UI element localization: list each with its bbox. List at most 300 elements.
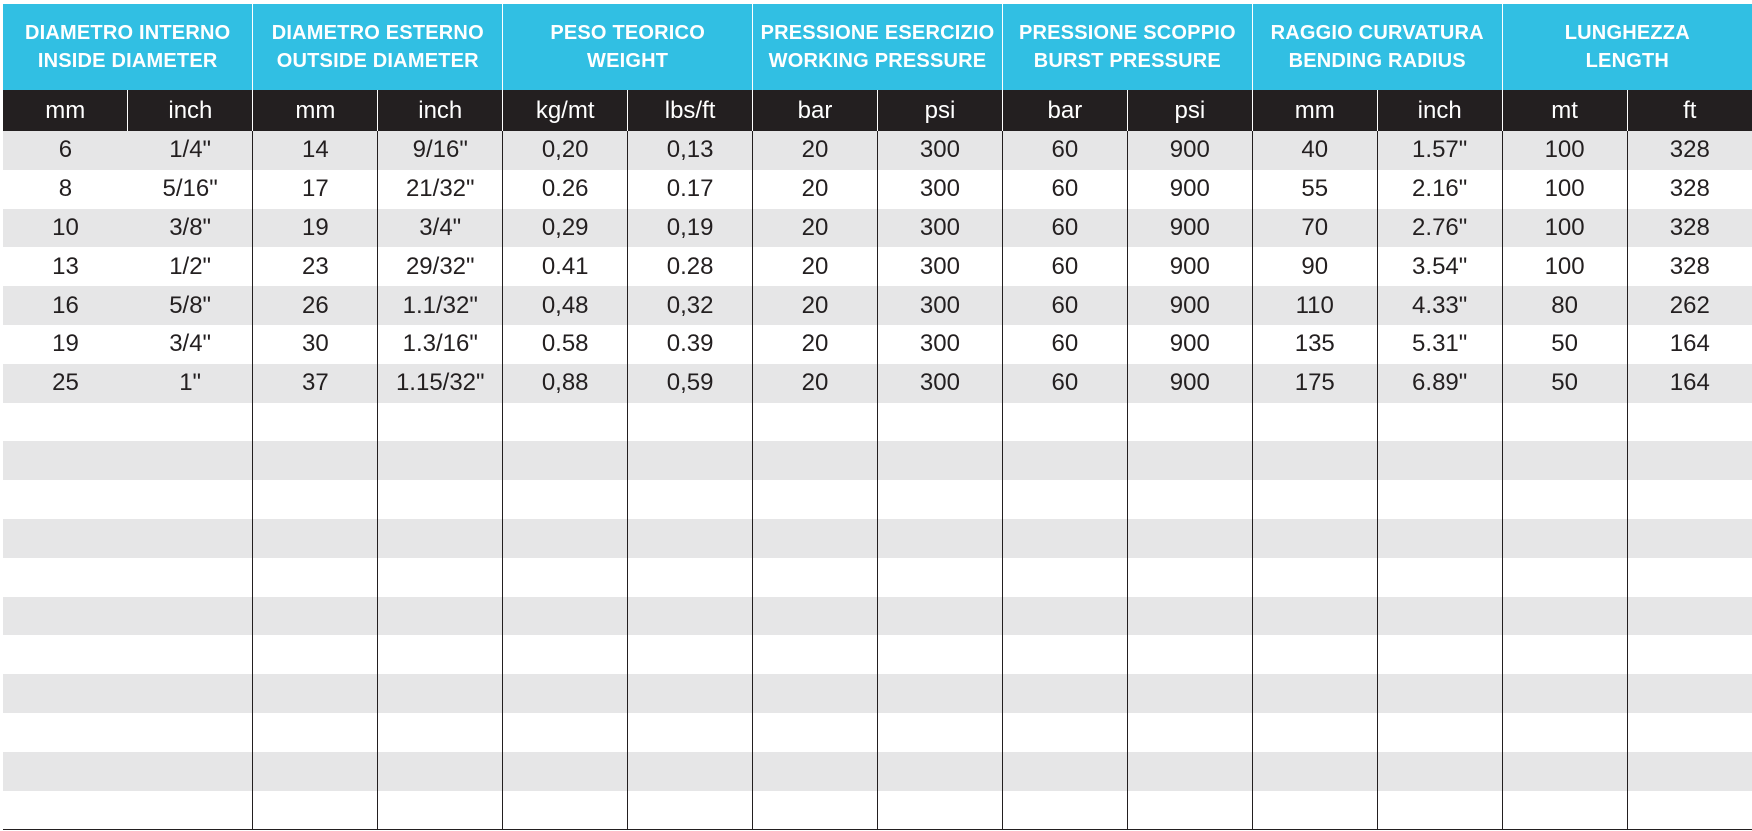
table-cell: 17 <box>253 170 378 209</box>
table-cell: 80 <box>1502 286 1627 325</box>
table-cell <box>1127 441 1252 480</box>
table-cell <box>3 519 128 558</box>
table-cell: 50 <box>1502 364 1627 403</box>
table-cell <box>1502 791 1627 830</box>
table-cell <box>1627 441 1752 480</box>
table-cell <box>1252 403 1377 442</box>
group-header-title-en: OUTSIDE DIAMETER <box>276 50 479 72</box>
table-cell <box>753 635 878 674</box>
table-cell <box>1377 558 1502 597</box>
table-cell <box>1127 558 1252 597</box>
group-header-title-en: WEIGHT <box>587 50 669 72</box>
table-cell <box>753 713 878 752</box>
table-cell: 0.58 <box>503 325 628 364</box>
table-cell: 20 <box>753 170 878 209</box>
table-cell: 60 <box>1002 364 1127 403</box>
table-cell <box>128 597 253 636</box>
table-cell <box>1627 791 1752 830</box>
table-cell: 0.41 <box>503 247 628 286</box>
table-cell: 23 <box>253 247 378 286</box>
group-header-title-it: PRESSIONE ESERCIZIO <box>760 22 995 44</box>
group-header-title-en: BENDING RADIUS <box>1288 50 1466 72</box>
group-header-title-it: DIAMETRO INTERNO <box>24 22 231 44</box>
table-cell <box>1502 558 1627 597</box>
table-cell <box>877 403 1002 442</box>
table-cell <box>1502 752 1627 791</box>
table-row <box>3 325 1752 364</box>
table-cell: 40 <box>1252 131 1377 170</box>
table-cell <box>3 674 128 713</box>
group-header-bending-radius <box>1252 4 1502 90</box>
table-cell <box>3 403 128 442</box>
table-cell <box>503 635 628 674</box>
table-cell <box>128 519 253 558</box>
table-cell <box>877 480 1002 519</box>
table-cell <box>1252 597 1377 636</box>
table-cell <box>3 635 128 674</box>
table-cell <box>253 791 378 830</box>
table-cell <box>1377 752 1502 791</box>
table-cell: 16 <box>3 286 128 325</box>
unit-header-cell: bar <box>753 90 878 131</box>
table-cell <box>753 674 878 713</box>
table-cell: 60 <box>1002 209 1127 248</box>
table-cell: 3/8" <box>128 209 253 248</box>
unit-header-cell: psi <box>877 90 1002 131</box>
table-cell <box>1377 635 1502 674</box>
table-cell: 55 <box>1252 170 1377 209</box>
table-cell: 300 <box>877 364 1002 403</box>
table-cell <box>1627 752 1752 791</box>
group-header-title-en: LENGTH <box>1585 50 1670 72</box>
table-cell <box>1002 597 1127 636</box>
table-cell <box>3 752 128 791</box>
table-cell: 0.28 <box>628 247 753 286</box>
unit-header-cell: lbs/ft <box>628 90 753 131</box>
table-cell <box>1377 713 1502 752</box>
group-header-outside-diameter <box>253 4 503 90</box>
table-cell <box>753 403 878 442</box>
unit-header-cell: inch <box>378 90 503 131</box>
table-cell: 4.33" <box>1377 286 1502 325</box>
table-cell <box>1252 674 1377 713</box>
table-cell <box>1627 635 1752 674</box>
table-cell <box>628 519 753 558</box>
table-cell <box>253 597 378 636</box>
table-cell <box>378 674 503 713</box>
table-cell: 300 <box>877 209 1002 248</box>
table-cell <box>503 480 628 519</box>
table-cell: 900 <box>1127 209 1252 248</box>
unit-header-cell: psi <box>1127 90 1252 131</box>
group-header-title-en: INSIDE DIAMETER <box>37 50 218 72</box>
table-cell <box>877 713 1002 752</box>
table-cell <box>3 597 128 636</box>
table-cell <box>3 558 128 597</box>
unit-header-cell: ft <box>1627 90 1752 131</box>
table-cell <box>1627 597 1752 636</box>
table-cell: 0,32 <box>628 286 753 325</box>
table-cell <box>1627 713 1752 752</box>
table-cell <box>1002 713 1127 752</box>
unit-header-cell: kg/mt <box>503 90 628 131</box>
unit-header-cell: bar <box>1002 90 1127 131</box>
table-cell: 0,59 <box>628 364 753 403</box>
table-cell: 0.26 <box>503 170 628 209</box>
table-cell: 2.16" <box>1377 170 1502 209</box>
group-header-row <box>3 4 1752 90</box>
table-cell <box>503 752 628 791</box>
table-cell <box>378 558 503 597</box>
table-cell <box>877 519 1002 558</box>
table-cell: 328 <box>1627 209 1752 248</box>
table-cell: 60 <box>1002 286 1127 325</box>
table-cell <box>1252 791 1377 830</box>
table-cell <box>1127 713 1252 752</box>
table-cell <box>503 403 628 442</box>
table-cell <box>1002 635 1127 674</box>
table-row <box>3 170 1752 209</box>
table-cell <box>1002 558 1127 597</box>
table-cell <box>1252 441 1377 480</box>
table-cell <box>1127 403 1252 442</box>
unit-header-cell: inch <box>128 90 253 131</box>
table-cell <box>503 441 628 480</box>
table-cell <box>877 674 1002 713</box>
table-cell <box>628 635 753 674</box>
table-cell <box>253 558 378 597</box>
table-cell: 0,48 <box>503 286 628 325</box>
table-cell <box>503 597 628 636</box>
table-cell <box>1127 597 1252 636</box>
table-cell <box>628 403 753 442</box>
table-cell: 100 <box>1502 131 1627 170</box>
table-cell: 60 <box>1002 131 1127 170</box>
group-header-length <box>1502 4 1752 90</box>
table-cell: 20 <box>753 209 878 248</box>
table-cell <box>1252 752 1377 791</box>
table-cell: 30 <box>253 325 378 364</box>
table-cell: 135 <box>1252 325 1377 364</box>
group-header-working-pressure <box>753 4 1003 90</box>
table-cell: 10 <box>3 209 128 248</box>
table-cell: 20 <box>753 286 878 325</box>
group-header-weight <box>503 4 753 90</box>
table-cell <box>1627 674 1752 713</box>
table-cell: 5/8" <box>128 286 253 325</box>
table-row <box>3 441 1752 480</box>
table-cell: 900 <box>1127 286 1252 325</box>
table-cell: 164 <box>1627 325 1752 364</box>
table-cell <box>628 480 753 519</box>
unit-header-row <box>3 90 1752 131</box>
table-cell <box>1252 519 1377 558</box>
table-cell: 1.15/32" <box>378 364 503 403</box>
table-row <box>3 131 1752 170</box>
table-cell: 328 <box>1627 170 1752 209</box>
table-cell: 70 <box>1252 209 1377 248</box>
table-cell <box>628 713 753 752</box>
table-cell: 0.39 <box>628 325 753 364</box>
table-cell <box>1127 791 1252 830</box>
table-cell <box>128 635 253 674</box>
table-cell <box>1002 674 1127 713</box>
table-cell: 0,29 <box>503 209 628 248</box>
table-cell: 328 <box>1627 247 1752 286</box>
table-cell: 100 <box>1502 247 1627 286</box>
table-cell <box>1002 480 1127 519</box>
table-row <box>3 247 1752 286</box>
table-cell <box>877 558 1002 597</box>
table-cell <box>1127 635 1252 674</box>
table-cell <box>1502 635 1627 674</box>
table-cell: 20 <box>753 247 878 286</box>
table-cell: 300 <box>877 286 1002 325</box>
table-cell: 175 <box>1252 364 1377 403</box>
table-cell: 300 <box>877 170 1002 209</box>
table-cell <box>628 674 753 713</box>
table-cell <box>253 752 378 791</box>
unit-header-cell: inch <box>1377 90 1502 131</box>
table-row <box>3 558 1752 597</box>
table-cell <box>1627 403 1752 442</box>
table-cell: 900 <box>1127 131 1252 170</box>
table-cell <box>128 480 253 519</box>
table-row <box>3 635 1752 674</box>
table-cell: 164 <box>1627 364 1752 403</box>
table-cell <box>1627 480 1752 519</box>
table-cell: 1" <box>128 364 253 403</box>
table-cell: 6 <box>3 131 128 170</box>
group-header-burst-pressure <box>1002 4 1252 90</box>
unit-header-cell: mm <box>1252 90 1377 131</box>
table-cell: 6.89" <box>1377 364 1502 403</box>
table-cell: 1/4" <box>128 131 253 170</box>
table-cell: 1/2" <box>128 247 253 286</box>
table-cell <box>3 713 128 752</box>
table-cell <box>1252 713 1377 752</box>
table-cell: 3.54" <box>1377 247 1502 286</box>
table-cell <box>753 558 878 597</box>
unit-header-cell: mm <box>253 90 378 131</box>
table-cell: 900 <box>1127 325 1252 364</box>
group-header-title-it: LUNGHEZZA <box>1564 22 1690 44</box>
table-cell <box>3 441 128 480</box>
table-cell <box>503 558 628 597</box>
table-cell: 900 <box>1127 170 1252 209</box>
table-cell: 60 <box>1002 170 1127 209</box>
table-cell: 0,88 <box>503 364 628 403</box>
table-cell <box>128 674 253 713</box>
table-cell <box>628 791 753 830</box>
table-cell <box>1002 441 1127 480</box>
table-cell <box>1377 674 1502 713</box>
table-cell <box>503 713 628 752</box>
table-cell <box>1002 752 1127 791</box>
table-cell <box>378 791 503 830</box>
table-cell <box>877 635 1002 674</box>
table-cell: 19 <box>3 325 128 364</box>
table-cell: 20 <box>753 364 878 403</box>
table-cell: 1.1/32" <box>378 286 503 325</box>
table-cell <box>1252 480 1377 519</box>
group-header-title-it: PESO TEORICO <box>550 22 705 44</box>
table-cell <box>253 480 378 519</box>
table-cell <box>378 519 503 558</box>
table-cell: 13 <box>3 247 128 286</box>
table-cell: 90 <box>1252 247 1377 286</box>
group-header-title-en: BURST PRESSURE <box>1033 50 1221 72</box>
table-row <box>3 286 1752 325</box>
table-cell <box>503 674 628 713</box>
table-cell <box>1502 441 1627 480</box>
table-cell: 262 <box>1627 286 1752 325</box>
table-cell <box>128 713 253 752</box>
hose-specification-table <box>3 4 1752 830</box>
group-header-title-en: WORKING PRESSURE <box>768 50 987 72</box>
table-cell <box>1002 791 1127 830</box>
unit-header-cell: mt <box>1502 90 1627 131</box>
table-cell <box>378 480 503 519</box>
table-body <box>3 131 1752 830</box>
table-cell: 900 <box>1127 364 1252 403</box>
table-row <box>3 791 1752 830</box>
table-cell <box>253 635 378 674</box>
table-cell <box>1502 403 1627 442</box>
table-cell <box>1127 674 1252 713</box>
table-cell <box>253 441 378 480</box>
table-cell: 300 <box>877 131 1002 170</box>
table-cell <box>1377 519 1502 558</box>
table-cell <box>1377 597 1502 636</box>
table-row <box>3 519 1752 558</box>
table-row <box>3 752 1752 791</box>
table-cell <box>877 791 1002 830</box>
table-cell <box>877 441 1002 480</box>
table-cell <box>3 791 128 830</box>
table-cell: 300 <box>877 325 1002 364</box>
table-cell: 0.17 <box>628 170 753 209</box>
table-cell: 100 <box>1502 209 1627 248</box>
table-cell: 14 <box>253 131 378 170</box>
table-cell: 300 <box>877 247 1002 286</box>
table-cell <box>378 403 503 442</box>
table-cell: 20 <box>753 131 878 170</box>
table-cell <box>877 597 1002 636</box>
table-cell <box>378 597 503 636</box>
table-cell: 5/16" <box>128 170 253 209</box>
table-cell <box>128 558 253 597</box>
table-row <box>3 209 1752 248</box>
table-cell: 9/16" <box>378 131 503 170</box>
group-header-title-it: DIAMETRO ESTERNO <box>271 22 484 44</box>
table-cell <box>753 752 878 791</box>
table-cell <box>1627 519 1752 558</box>
group-header-inside-diameter <box>3 4 253 90</box>
table-cell <box>378 635 503 674</box>
table-cell: 1.57" <box>1377 131 1502 170</box>
table-cell <box>1377 791 1502 830</box>
table-cell <box>753 519 878 558</box>
table-cell <box>1502 597 1627 636</box>
table-cell <box>128 752 253 791</box>
table-cell <box>253 713 378 752</box>
table-cell: 100 <box>1502 170 1627 209</box>
table-cell: 328 <box>1627 131 1752 170</box>
table-cell <box>1627 558 1752 597</box>
table-cell: 3/4" <box>128 325 253 364</box>
group-header-title-it: PRESSIONE SCOPPIO <box>1018 22 1236 44</box>
table-cell: 0,13 <box>628 131 753 170</box>
table-row <box>3 364 1752 403</box>
table-cell: 0,19 <box>628 209 753 248</box>
table-cell <box>1002 403 1127 442</box>
table-cell: 60 <box>1002 247 1127 286</box>
table-cell <box>877 752 1002 791</box>
table-cell: 1.3/16" <box>378 325 503 364</box>
table-cell <box>1502 480 1627 519</box>
table-cell: 19 <box>253 209 378 248</box>
table-row <box>3 674 1752 713</box>
table-cell <box>503 791 628 830</box>
table-cell <box>128 791 253 830</box>
table-cell <box>753 791 878 830</box>
table-cell: 21/32" <box>378 170 503 209</box>
table-row <box>3 403 1752 442</box>
table-cell: 0,20 <box>503 131 628 170</box>
table-cell <box>378 752 503 791</box>
table-row <box>3 480 1752 519</box>
table-cell <box>1002 519 1127 558</box>
table-cell <box>3 480 128 519</box>
table-cell <box>253 403 378 442</box>
table-row <box>3 713 1752 752</box>
table-cell: 60 <box>1002 325 1127 364</box>
table-cell <box>753 597 878 636</box>
table-cell <box>128 403 253 442</box>
table-cell: 37 <box>253 364 378 403</box>
table-cell <box>1502 713 1627 752</box>
table-cell: 5.31" <box>1377 325 1502 364</box>
table-cell <box>1127 480 1252 519</box>
table-cell <box>253 674 378 713</box>
table-cell <box>1252 635 1377 674</box>
table-cell <box>1377 441 1502 480</box>
table-cell <box>628 558 753 597</box>
unit-header-cell: mm <box>3 90 128 131</box>
table-cell <box>753 441 878 480</box>
table-cell: 8 <box>3 170 128 209</box>
table-cell: 25 <box>3 364 128 403</box>
table-cell <box>1502 674 1627 713</box>
table-cell: 50 <box>1502 325 1627 364</box>
table-cell: 110 <box>1252 286 1377 325</box>
table-cell: 29/32" <box>378 247 503 286</box>
table-cell <box>253 519 378 558</box>
table-cell <box>503 519 628 558</box>
table-cell <box>1377 480 1502 519</box>
table-cell <box>1127 519 1252 558</box>
table-cell <box>628 597 753 636</box>
table-cell <box>753 480 878 519</box>
table-cell: 26 <box>253 286 378 325</box>
table-cell <box>1127 752 1252 791</box>
table-cell: 900 <box>1127 247 1252 286</box>
table-cell: 3/4" <box>378 209 503 248</box>
table-cell <box>378 713 503 752</box>
group-header-title-it: RAGGIO CURVATURA <box>1270 22 1484 44</box>
table-cell <box>628 752 753 791</box>
